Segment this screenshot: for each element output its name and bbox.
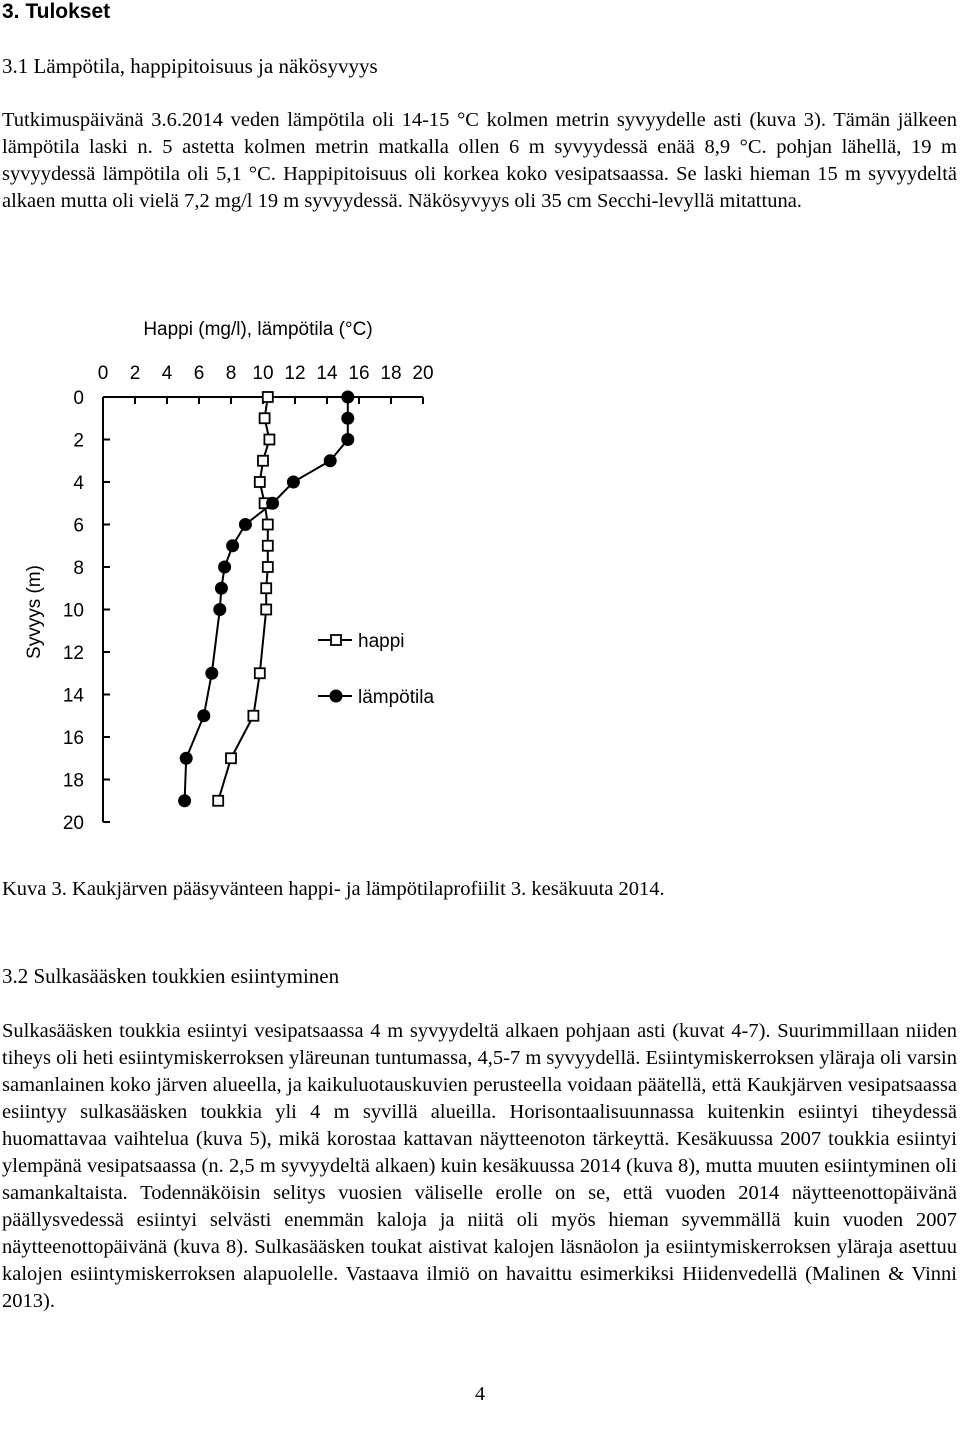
data-point-lämpötila: [179, 795, 191, 807]
x-tick-label: 6: [193, 363, 205, 384]
data-point-happi: [263, 562, 273, 572]
data-point-lämpötila: [198, 710, 210, 722]
data-point-happi: [255, 668, 265, 678]
y-tick-label: 10: [62, 600, 84, 622]
data-point-happi: [255, 477, 265, 487]
x-tick-label: 16: [348, 363, 370, 384]
chart-title: Happi (mg/l), lämpötila (°C): [143, 319, 373, 340]
x-tick-label: 4: [161, 363, 173, 384]
data-point-happi: [258, 456, 268, 466]
data-point-lämpötila: [239, 519, 251, 531]
data-point-happi: [263, 392, 273, 402]
data-point-lämpötila: [287, 476, 299, 488]
page-number: 4: [475, 1383, 485, 1405]
y-tick-label: 6: [73, 515, 84, 537]
data-point-lämpötila: [219, 561, 231, 573]
y-tick-label: 2: [73, 430, 84, 452]
data-point-happi: [226, 753, 236, 763]
y-tick-label: 18: [62, 770, 84, 792]
data-point-lämpötila: [267, 497, 279, 509]
y-tick-label: 12: [62, 643, 84, 664]
data-point-happi: [260, 413, 270, 423]
x-tick-label: 8: [225, 363, 237, 384]
data-point-happi: [263, 541, 273, 551]
legend-label-happi: happi: [358, 631, 405, 652]
legend-label-lämpötila: lämpötila: [358, 687, 435, 708]
data-point-lämpötila: [180, 752, 192, 764]
y-tick-label: 0: [73, 388, 84, 409]
data-point-lämpötila: [214, 604, 226, 616]
data-point-happi: [248, 711, 258, 721]
data-point-lämpötila: [215, 582, 227, 594]
data-point-happi: [264, 435, 274, 445]
y-tick-label: 4: [73, 473, 84, 494]
subsection-heading: 3.2 Sulkasääsken toukkien esiintyminen: [2, 964, 340, 988]
x-tick-label: 0: [97, 363, 109, 384]
y-tick-label: 16: [62, 728, 84, 749]
figure-caption: Kuva 3. Kaukjärven pääsyvänteen happi- ja lämpötilaprofiilit 3. kesäkuuta 2014.: [2, 878, 665, 900]
data-point-happi: [213, 796, 223, 806]
legend-marker-happi: [331, 635, 341, 645]
y-axis-label: Syvyys (m): [24, 565, 45, 659]
legend-marker-lämpötila: [330, 690, 342, 702]
subsection-heading: 3.1 Lämpötila, happipitoisuus ja näkösyvyys: [2, 54, 378, 78]
x-tick-label: 18: [380, 363, 402, 384]
data-point-happi: [263, 520, 273, 530]
data-point-lämpötila: [342, 391, 354, 403]
y-tick-label: 8: [73, 558, 84, 579]
data-point-happi: [261, 583, 271, 593]
x-tick-label: 10: [252, 363, 274, 384]
depth-profile-chart: [0, 300, 960, 860]
y-tick-label: 20: [62, 813, 84, 834]
data-point-lämpötila: [342, 434, 354, 446]
data-point-lämpötila: [227, 540, 239, 552]
x-tick-label: 14: [316, 363, 338, 384]
body-paragraph: Tutkimuspäivänä 3.6.2014 veden lämpötila oli 14-15 °C kolmen metrin syvyydelle asti (kuva 3). Tämän jälkeen lämpötila laski n. 5 astetta kolmen metrin matkalla ollen 6 m syvyydessä enää 8,9 °C. pohjan lähellä, 19 m syvyydessä lämpötila oli 5,1 °C. Happipitoisuus oli korkea koko vesipatsaassa. Se laski hieman 15 m syvyydeltä alkaen mutta oli vielä 7,2 mg/l 19 m syvyydessä. Näkösyvyys oli 35 cm Secchi-levyllä mitattuna.: [2, 109, 957, 212]
data-point-happi: [261, 605, 271, 615]
y-tick-label: 14: [62, 685, 84, 707]
section-heading: 3. Tulokset: [2, 0, 111, 23]
body-paragraph: Sulkasääsken toukkia esiintyi vesipatsaassa 4 m syvyydeltä alkaen pohjaan asti (kuvat 4-7). Suurimmillaan niiden tiheys oli heti esiintymiskerroksen yläreunan tuntumassa, 4,5-7 m syvyydellä. Esiintymiskerroksen yläraja oli varsin samanlainen koko järven alueella, ja kaikuluotauskuvien perusteella voidaan päätellä, että Kaukjärven vesipatsaassa esiintyy sulkasääsken toukkia yli 4 m syvillä alueilla. Horisontaalisuunnassa kuitenkin esiintyi tiheydessä huomattavaa vaihtelua (kuva 5), mikä korostaa kattavan näytteenoton tärkeyttä. Kesäkuussa 2007 toukkia esiintyi ylempänä vesipatsaassa (n. 2,5 m syvyydeltä alkaen) kuin kesäkuussa 2014 (kuva 8), mutta muuten esiintyminen oli samankaltaista. Todennäköisin selitys vuosien väliselle erolle on se, että vuoden 2014 näytteenottopäivänä päällysvedessä esiintyi selvästi enemmän kaloja ja niitä oli myös hieman syvemmällä kuin vuoden 2007 näytteenottopäivänä (kuva 8). Sulkasääsken toukat aistivat kalojen läsnäolon ja esiintymiskerroksen yläraja asettuu kalojen esiintymiskerroksen alapuolelle. Vastaava ilmiö on havaittu esimerkiksi Hiidenvedellä (Malinen & Vinni 2013).: [2, 1020, 957, 1312]
x-tick-label: 2: [129, 363, 141, 384]
data-point-lämpötila: [342, 412, 354, 424]
x-tick-label: 20: [412, 363, 434, 384]
data-point-lämpötila: [324, 455, 336, 467]
data-point-lämpötila: [206, 667, 218, 679]
x-tick-label: 12: [284, 363, 306, 384]
